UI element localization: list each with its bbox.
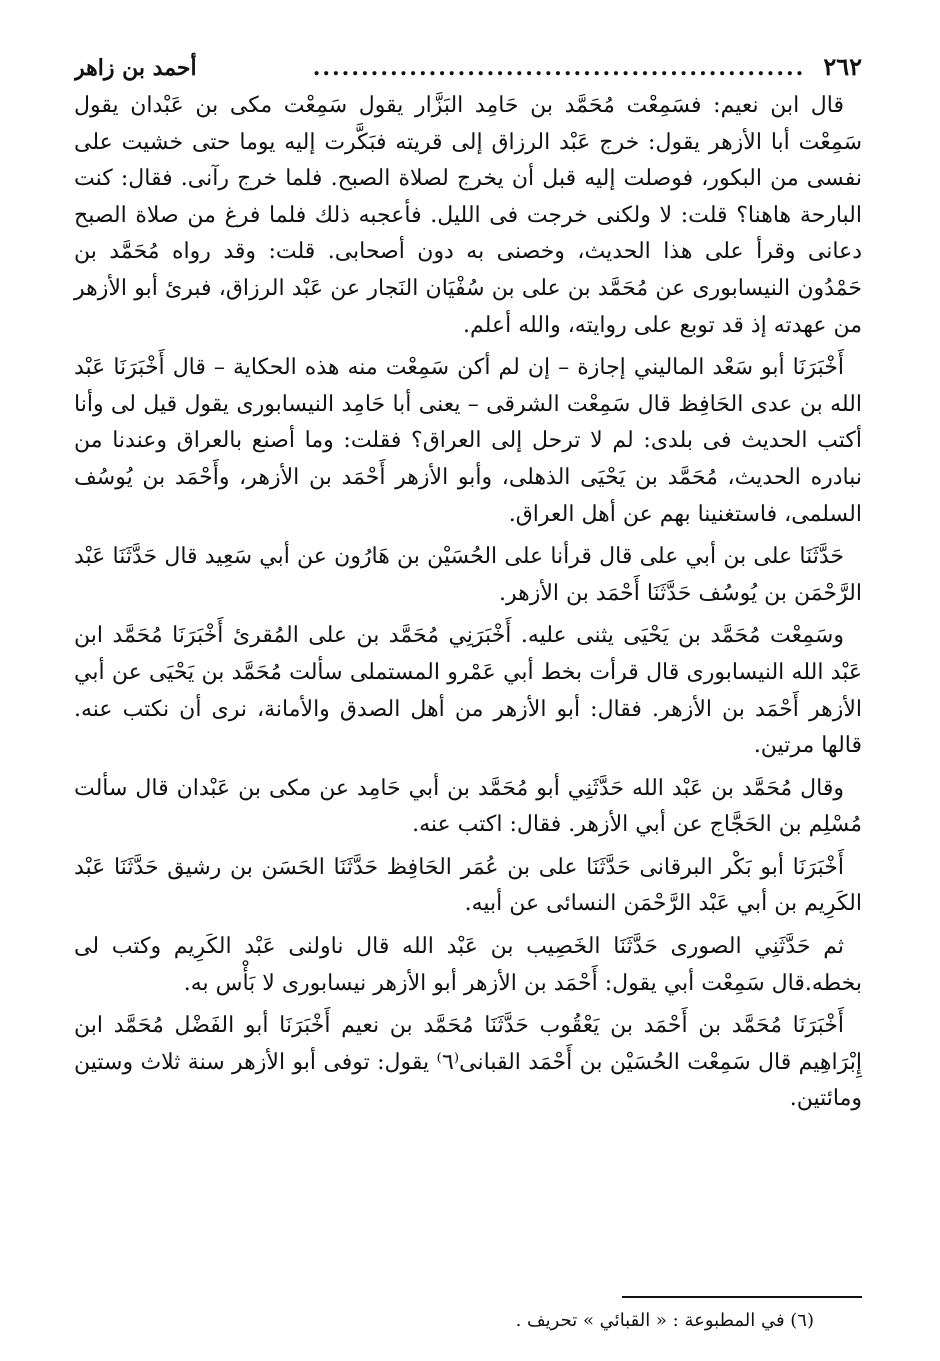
paragraph-4: وسَمِعْت مُحَمَّد بن يَحْيَى يثنى عليه. أَخْبَرَنِي مُحَمَّد بن على المُقرئ أَخْبَرَنَا مُحَمَّد ابن عَبْد الله النيسابورى قال قرأت بخط أبي عَمْرو المستملى سألت مُحَمَّد بن يَحْيَى عن أبي الأزهر أَحْمَد بن الأزهر. فقال: أبو الأزهر من أهل الصدق والأمانة، نرى أن نكتب عنه. قالها مرتين. (74, 623, 862, 759)
body-text (74, 88, 862, 1118)
paragraph-6: أَخْبَرَنَا أبو بَكْر البرقانى حَدَّثَنَا على بن عُمَر الحَافِظ حَدَّثَنَا الحَسَن بن رشيق حَدَّثَنَا عَبْد الكَرِيم بن أبي عَبْد الرَّحْمَن النسائى عن أبيه. (74, 854, 862, 917)
paragraph-8: أَخْبَرَنَا مُحَمَّد بن أَحْمَد بن يَعْقُوب حَدَّثَنَا مُحَمَّد بن نعيم أَخْبَرَنَا أبو الفَضْل مُحَمَّد ابن إِبْرَاهِيم قال سَمِعْت الحُسَيْن بن أَحْمَد القبانى⁽٦⁾ يقول: توفى أبو الأزهر سنة ثلاث وستين ومائتين. (74, 1013, 862, 1112)
paragraph-1: قال ابن نعيم: فسَمِعْت مُحَمَّد بن حَامِد البَزَّار يقول سَمِعْت مكى بن عَبْدان يقول سَمِعْت أبا الأزهر يقول: خرج عَبْد الرزاق إلى قريته فبَكَّرت إليه يوما حتى خشيت على نفسى من البكور، فوصلت إليه قبل أن يخرج لصلاة الصبح. فلما خرج رآنى. فقال: كنت البارحة هاهنا؟ قلت: لا ولكنى خرجت فى الليل. فأعجبه ذلك فلما فرغ من صلاة الصبح دعانى وقرأ على هذا الحديث، وخصنى به دون أصحابى. قلت: وقد رواه مُحَمَّد بن حَمْدُون النيسابورى عن مُحَمَّد بن على بن سُفْيَان النَجار عن عَبْد الرزاق، فبرئ أبو الأزهر من عهدته إذ قد توبع على روايته، والله أعلم. (74, 93, 862, 338)
running-title: أحمد بن زاهر (74, 55, 197, 81)
page-number: ٢٦٢ (823, 52, 862, 81)
footnote-rule (622, 1296, 862, 1298)
paragraph-7: ثم حَدَّثَنِي الصورى حَدَّثَنَا الخَصِيب بن عَبْد الله قال ناولنى عَبْد الكَرِيم وكتب لى بخطه.قال سَمِعْت أبي يقول: أَحْمَد بن الأزهر أبو الأزهر نيسابورى لا بَأْس به. (74, 934, 862, 996)
leader-dots: ................................................... (312, 55, 806, 81)
footnote: (٦) في المطبوعة : « القبائي » تحريف . (515, 1310, 814, 1331)
paragraph-2: أَخْبَرَنَا أبو سَعْد الماليني إجازة – إن لم أكن سَمِعْت منه هذه الحكاية – قال أَخْبَرَنَا عَبْد الله بن عدى الحَافِظ قال سَمِعْت الشرقى – يعنى أبا حَامِد النيسابورى يقول قيل لى وأنا أكتب الحديث فى بلدى: لم لا ترحل إلى العراق؟ فقلت: وما أصنع بالعراق وعندنا من نبادره الحديث، مُحَمَّد بن يَحْيَى الذهلى، وأبو الأزهر أَحْمَد بن الأزهر، وأَحْمَد بن يُوسُف السلمى، فاستغنينا بهم عن أهل العراق. (74, 355, 862, 527)
paragraph-5: وقال مُحَمَّد بن عَبْد الله حَدَّثَنِي أبو مُحَمَّد بن أبي حَامِد عن مكى بن عَبْدان قال سألت مُسْلِم بن الحَجَّاج عن أبي الأزهر. فقال: اكتب عنه. (74, 775, 862, 838)
running-head (74, 52, 862, 82)
paragraph-3: حَدَّثَنَا على بن أبي على قال قرأنا على الحُسَيْن بن هَارُون عن أبي سَعِيد قال حَدَّثَنَا عَبْد الرَّحْمَن بن يُوسُف حَدَّثَنَا أَحْمَد بن الأزهر. (74, 544, 862, 606)
